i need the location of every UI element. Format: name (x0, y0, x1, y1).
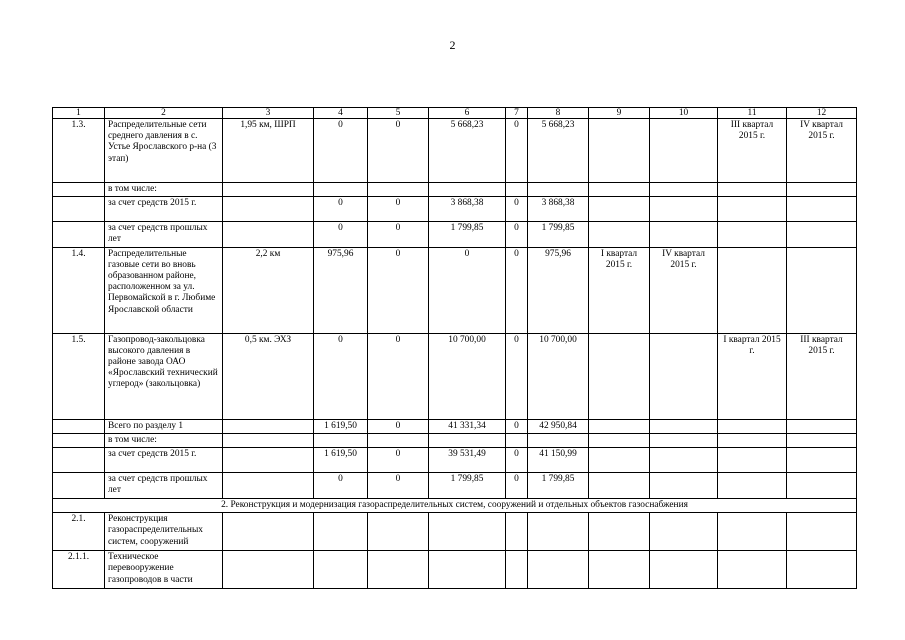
column-number: 7 (506, 108, 528, 119)
table-cell: 5 668,23 (429, 119, 506, 183)
table-cell: 41 331,34 (429, 419, 506, 433)
item-name-cell: за счет средств прошлых лет (105, 473, 223, 499)
table-cell (314, 183, 368, 197)
table-cell: 0 (506, 333, 528, 419)
table-cell (223, 473, 314, 499)
table-cell (528, 433, 589, 447)
column-number: 9 (589, 108, 650, 119)
table-cell: 3 868,38 (429, 197, 506, 222)
column-number: 1 (53, 108, 105, 119)
table-cell (718, 183, 787, 197)
table-cell: 1 799,85 (429, 222, 506, 247)
table-cell: 0 (506, 247, 528, 333)
table-cell (429, 183, 506, 197)
table-cell (589, 433, 650, 447)
item-number-cell (53, 419, 105, 433)
table-cell: 10 700,00 (429, 333, 506, 419)
table-row (53, 433, 857, 447)
table-cell (718, 222, 787, 247)
table-cell (787, 222, 857, 247)
section-2-title: 2. Реконструкция и модернизация газораспределительных систем, сооружений и отдельных объектов газоснабжения (53, 499, 857, 513)
table-cell (718, 473, 787, 499)
table-cell: 0 (368, 448, 429, 473)
column-number: 3 (223, 108, 314, 119)
table-cell (787, 197, 857, 222)
column-number: 8 (528, 108, 589, 119)
table-cell (589, 551, 650, 589)
table-cell (223, 197, 314, 222)
table-cell: 0 (314, 197, 368, 222)
table-cell (589, 513, 650, 551)
table-cell (650, 333, 718, 419)
table-cell: 975,96 (528, 247, 589, 333)
table-cell (650, 183, 718, 197)
table-cell: IV квартал 2015 г. (650, 247, 718, 333)
table-cell: 0 (314, 222, 368, 247)
table-cell (718, 513, 787, 551)
table-cell (589, 473, 650, 499)
table-cell: 0 (368, 247, 429, 333)
table-cell: 2,2 км (223, 247, 314, 333)
item-name-cell: в том числе: (105, 433, 223, 447)
table-cell (528, 513, 589, 551)
table-row (53, 551, 857, 589)
table-cell (223, 448, 314, 473)
item-name-cell: за счет средств прошлых лет (105, 222, 223, 247)
table-cell: 0,5 км. ЭХЗ (223, 333, 314, 419)
table-cell: 42 950,84 (528, 419, 589, 433)
item-number-cell: 1.4. (53, 247, 105, 333)
page-number: 2 (449, 38, 456, 52)
item-number-cell: 1.3. (53, 119, 105, 183)
table-row (53, 183, 857, 197)
table-cell (787, 247, 857, 333)
table-cell (589, 119, 650, 183)
table-cell (314, 513, 368, 551)
section-heading-row (53, 499, 857, 513)
table-row (53, 119, 857, 183)
table-cell (589, 448, 650, 473)
table-cell: III квартал 2015 г. (787, 333, 857, 419)
table-cell: 1,95 км, ШРП (223, 119, 314, 183)
table-cell (429, 513, 506, 551)
table-cell (650, 222, 718, 247)
table-cell: 0 (506, 222, 528, 247)
table-cell (718, 551, 787, 589)
item-name-cell: Распределительные газовые сети во вновь образованном районе, расположенном за ул. Первомайской в г. Любиме Ярославской области (105, 247, 223, 333)
table-cell (650, 197, 718, 222)
table-cell: I квартал 2015 г. (718, 333, 787, 419)
item-number-cell (53, 448, 105, 473)
table-cell (718, 448, 787, 473)
table-cell (528, 183, 589, 197)
table-cell: 0 (506, 448, 528, 473)
item-name-cell: Газопровод-закольцовка высокого давления в районе завода ОАО «Ярославский технический углерод» (закольцовка) (105, 333, 223, 419)
table-cell (589, 222, 650, 247)
table-row (53, 197, 857, 222)
table-cell (589, 419, 650, 433)
table-cell: 0 (506, 197, 528, 222)
table-cell (650, 119, 718, 183)
table-cell (223, 551, 314, 589)
table-cell: 1 799,85 (429, 473, 506, 499)
table-cell (223, 419, 314, 433)
table-cell (787, 419, 857, 433)
table-cell (718, 433, 787, 447)
table-cell (506, 183, 528, 197)
table-cell: 0 (314, 333, 368, 419)
table-cell (718, 247, 787, 333)
table-cell (368, 183, 429, 197)
table-row (53, 247, 857, 333)
table-cell: 0 (368, 197, 429, 222)
table-cell: 0 (368, 473, 429, 499)
column-number: 6 (429, 108, 506, 119)
table-cell (506, 513, 528, 551)
table-cell: 39 531,49 (429, 448, 506, 473)
item-number-cell: 1.5. (53, 333, 105, 419)
item-name-cell: Распределительные сети среднего давления в с. Устье Ярославского р-на (3 этап) (105, 119, 223, 183)
table-cell (718, 419, 787, 433)
item-number-cell (53, 183, 105, 197)
table-cell (650, 551, 718, 589)
column-number: 5 (368, 108, 429, 119)
table-cell (650, 473, 718, 499)
table-cell (429, 433, 506, 447)
item-number-cell (53, 433, 105, 447)
column-number: 4 (314, 108, 368, 119)
table-cell: 1 799,85 (528, 473, 589, 499)
table-cell: 5 668,23 (528, 119, 589, 183)
item-name-cell: за счет средств 2015 г. (105, 448, 223, 473)
table-cell (506, 433, 528, 447)
item-number-cell (53, 197, 105, 222)
item-name-cell: Техническое перевооружение газопроводов в части (105, 551, 223, 589)
table-cell: 41 150,99 (528, 448, 589, 473)
table-cell (650, 448, 718, 473)
table-cell: 0 (506, 473, 528, 499)
table-cell (223, 222, 314, 247)
column-number: 12 (787, 108, 857, 119)
table-cell (223, 433, 314, 447)
table-row (53, 448, 857, 473)
column-number: 10 (650, 108, 718, 119)
table-cell: 1 619,50 (314, 419, 368, 433)
table-cell: 0 (368, 333, 429, 419)
column-number: 2 (105, 108, 223, 119)
table-cell: 0 (506, 119, 528, 183)
table-row (53, 513, 857, 551)
table-cell (223, 513, 314, 551)
table-cell (787, 473, 857, 499)
table-cell: 0 (429, 247, 506, 333)
table-cell (223, 183, 314, 197)
investment-table (52, 107, 857, 589)
item-number-cell: 2.1.1. (53, 551, 105, 589)
item-number-cell: 2.1. (53, 513, 105, 551)
table-cell (506, 551, 528, 589)
table-cell: 1 799,85 (528, 222, 589, 247)
item-name-cell: за счет средств 2015 г. (105, 197, 223, 222)
item-name-cell: Всего по разделу 1 (105, 419, 223, 433)
table-row (53, 419, 857, 433)
item-number-cell (53, 222, 105, 247)
table-row (53, 222, 857, 247)
table-cell: I квартал 2015 г. (589, 247, 650, 333)
table-cell (528, 551, 589, 589)
table-cell (589, 333, 650, 419)
table-cell: 0 (314, 473, 368, 499)
table-cell (589, 197, 650, 222)
table-cell: IV квартал 2015 г. (787, 119, 857, 183)
table-cell (429, 551, 506, 589)
item-number-cell (53, 473, 105, 499)
table-cell: 3 868,38 (528, 197, 589, 222)
table-cell (787, 183, 857, 197)
table-cell (787, 551, 857, 589)
table-cell (787, 513, 857, 551)
table-cell (787, 448, 857, 473)
table-cell (650, 513, 718, 551)
table-row (53, 333, 857, 419)
table-cell: 975,96 (314, 247, 368, 333)
table-cell: 0 (368, 222, 429, 247)
table-cell: 0 (314, 119, 368, 183)
table-row (53, 473, 857, 499)
table-cell: III квартал 2015 г. (718, 119, 787, 183)
table-cell (650, 419, 718, 433)
table-cell: 0 (506, 419, 528, 433)
table-cell: 0 (368, 419, 429, 433)
table-cell (314, 433, 368, 447)
table-cell (650, 433, 718, 447)
column-number: 11 (718, 108, 787, 119)
table-cell (718, 197, 787, 222)
table-cell (368, 433, 429, 447)
table-header-row (53, 108, 857, 119)
table-cell: 0 (368, 119, 429, 183)
table-cell (787, 433, 857, 447)
table-cell (368, 513, 429, 551)
table-cell (314, 551, 368, 589)
item-name-cell: Реконструкция газораспределительных систем, сооружений (105, 513, 223, 551)
table-cell: 10 700,00 (528, 333, 589, 419)
item-name-cell: в том числе: (105, 183, 223, 197)
table-cell (368, 551, 429, 589)
table-cell: 1 619,50 (314, 448, 368, 473)
table-cell (589, 183, 650, 197)
